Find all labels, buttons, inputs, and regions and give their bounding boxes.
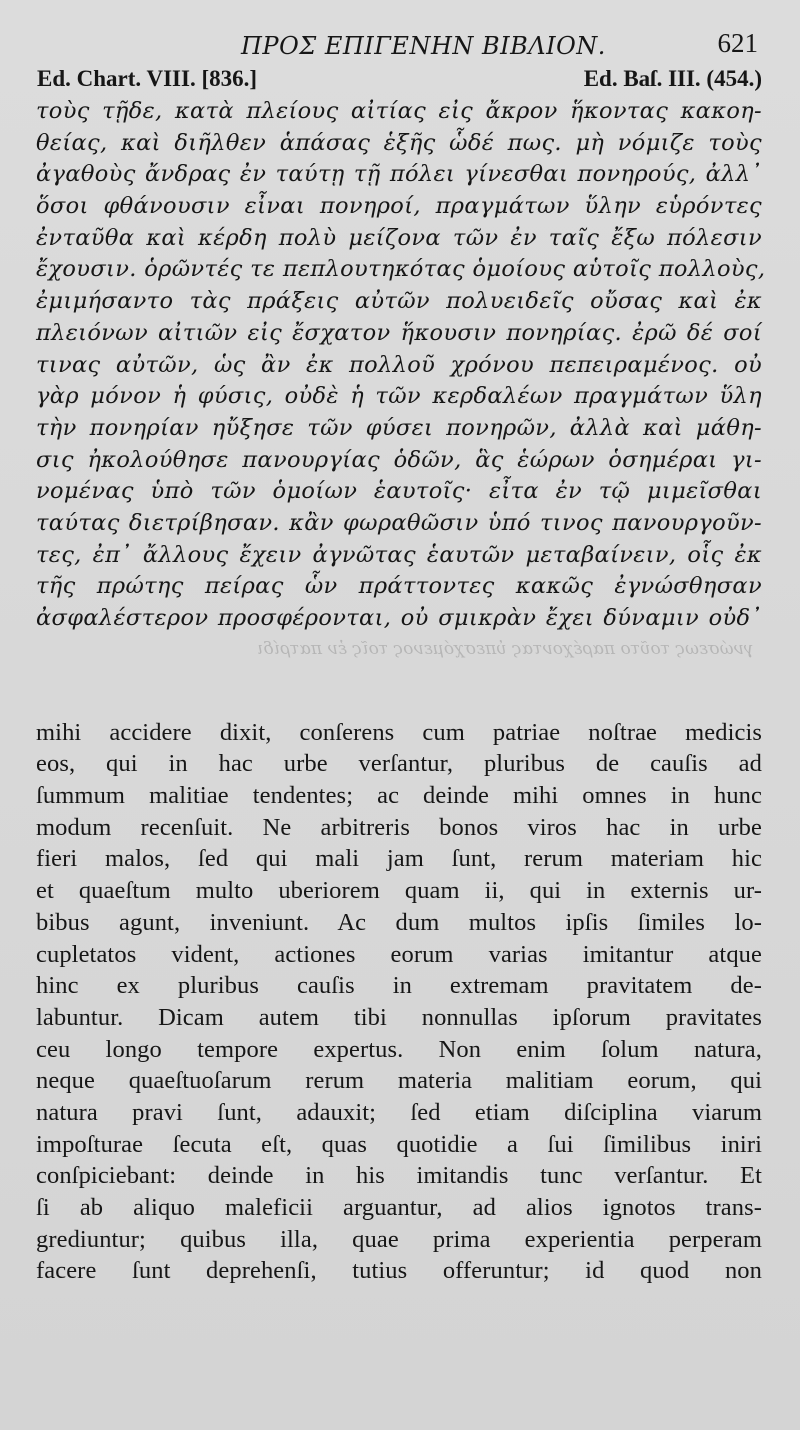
latin-text-line: et quaeſtum multo uberiorem quam ii, qui in externis ur- xyxy=(36,877,762,905)
greek-text-line: ὅσοι φθάνουσιν εἶναι πονηροί, πραγμάτων ὕλην εὑρόντες xyxy=(36,193,762,220)
greek-text-line: τῆς πρώτης πείρας ὧν πράττοντες κακῶς ἐγνώσθησαν xyxy=(36,573,762,600)
latin-text-line: eos, qui in hac urbe verſantur, pluribus de cauſis ad xyxy=(36,750,762,778)
greek-text-line: τοὺς τῇδε, κατὰ πλείους αἰτίας εἰς ἄκρον ἥκοντας κακοη- xyxy=(36,98,762,124)
page-number: 621 xyxy=(717,28,758,58)
latin-text-line: facere ſunt deprehenſi, tutius offeruntur; id quod non xyxy=(36,1257,762,1285)
greek-text-line: σις ἠκολούθησε πανουργίας ὁδῶν, ἃς ἑώρων ὁσημέραι γι- xyxy=(36,446,762,473)
latin-text-line: ceu longo tempore expertus. Non enim ſolum natura, xyxy=(36,1035,762,1063)
show-through-ink: γνώσεως τοῦτο παρέχοντας ὑπεσχόμενος τοῖς ἐν πατρίδι xyxy=(256,638,754,659)
greek-text-line: ἔχουσιν. ὁρῶντές τε πεπλουτηκότας ὁμοίους αὑτοῖς πολλοὺς, xyxy=(36,256,766,283)
latin-text-line: hinc ex pluribus cauſis in extremam pravitatem de- xyxy=(36,972,762,1000)
edition-references xyxy=(36,66,762,96)
latin-text-line: natura pravi ſunt, adauxit; ſed etiam diſciplina viarum xyxy=(36,1098,762,1126)
greek-text-line: ἀγαθοὺς ἄνδρας ἐν ταύτῃ τῇ πόλει γίνεσθαι πονηρούς, ἀλλ᾽ xyxy=(36,161,762,188)
latin-text-line: grediuntur; quibus illa, quae prima experientia perperam xyxy=(36,1225,762,1253)
edition-reference-basel: Ed. Baſ. III. (454.) xyxy=(583,66,762,91)
latin-text-line: cupletatos vident, actiones eorum varias imitantur atque xyxy=(36,940,762,968)
latin-text-line: ſummum malitiae tendentes; ac deinde mihi omnes in hunc xyxy=(36,782,762,810)
greek-text-line: πλειόνων αἰτιῶν εἰς ἔσχατον ἥκουσιν πονηρίας. ἐρῶ δέ σοί xyxy=(36,319,762,346)
latin-text-line: conſpiciebant: deinde in his imitandis tunc verſantur. Et xyxy=(36,1162,762,1190)
greek-text-line: γὰρ μόνον ἡ φύσις, οὐδὲ ἡ τῶν κερδαλέων πραγμάτων ὕλη xyxy=(36,383,762,410)
latin-text-line: labuntur. Dicam autem tibi nonnullas ipſorum pravitates xyxy=(36,1003,762,1031)
greek-text-line: τὴν πονηρίαν ηὔξησε τῶν φύσει πονηρῶν, ἀλλὰ καὶ μάθη- xyxy=(36,414,762,441)
latin-text-line: fieri malos, ſed qui mali jam ſunt, rerum materiam hic xyxy=(36,845,762,873)
edition-reference-chartier: Ed. Chart. VIII. [836.] xyxy=(37,66,258,91)
greek-text-block xyxy=(36,96,766,635)
greek-text-line: νομένας ὑπὸ τῶν ὁμοίων ἑαυτοῖς· εἶτα ἐν τῷ μιμεῖσθαι xyxy=(36,478,762,505)
running-title: ΠΡΟΣ ΕΠΙΓΕΝΗΝ ΒΙΒΛΙΟΝ. xyxy=(241,32,606,60)
latin-text-line: impoſturae ſecuta eſt, quas quotidie a ſui ſimilibus iniri xyxy=(36,1130,762,1158)
latin-text-line: ſi ab aliquo maleficii arguantur, ad alios ignotos trans- xyxy=(36,1194,762,1221)
greek-text-line: ταύτας διετρίβησαν. κἂν φωραθῶσιν ὑπό τινος πανουργοῦν- xyxy=(36,509,762,536)
greek-text-line: ἀσφαλέστερον προσφέρονται, οὐ σμικρὰν ἔχει δύναμιν οὐδ᾽ xyxy=(36,605,762,631)
latin-text-block xyxy=(36,717,762,1287)
latin-text-line: bibus agunt, inveniunt. Ac dum multos ipſis ſimiles lo- xyxy=(36,908,762,936)
greek-text-line: ἐμιμήσαντο τὰς πράξεις αὐτῶν πολυειδεῖς οὔσας καὶ ἐκ xyxy=(36,288,762,315)
latin-text-line: neque quaeſtuoſarum rerum materia malitiam eorum, qui xyxy=(36,1067,762,1095)
latin-text-line: mihi accidere dixit, conſerens cum patriae noſtrae medicis xyxy=(36,718,762,746)
greek-text-line: τινας αὐτῶν, ὡς ἂν ἐκ πολλοῦ χρόνου πεπειραμένος. οὐ xyxy=(36,351,762,378)
running-head xyxy=(36,0,762,66)
greek-text-line: θείας, καὶ διῆλθεν ἁπάσας ἑξῆς ὧδέ πως. μὴ νόμιζε τοὺς xyxy=(36,129,762,156)
greek-text-line: τες, ἐπ᾽ ἄλλους ἔχειν ἀγνῶτας ἑαυτῶν μεταβαίνειν, οἷς ἐκ xyxy=(36,541,762,568)
greek-text-line: ἐνταῦθα καὶ κέρδη πολὺ μείζονα τῶν ἐν ταῖς ἔξω πόλεσιν xyxy=(36,224,762,251)
latin-text-line: modum recenſuit. Ne arbitreris bonos viros hac in urbe xyxy=(36,813,762,841)
